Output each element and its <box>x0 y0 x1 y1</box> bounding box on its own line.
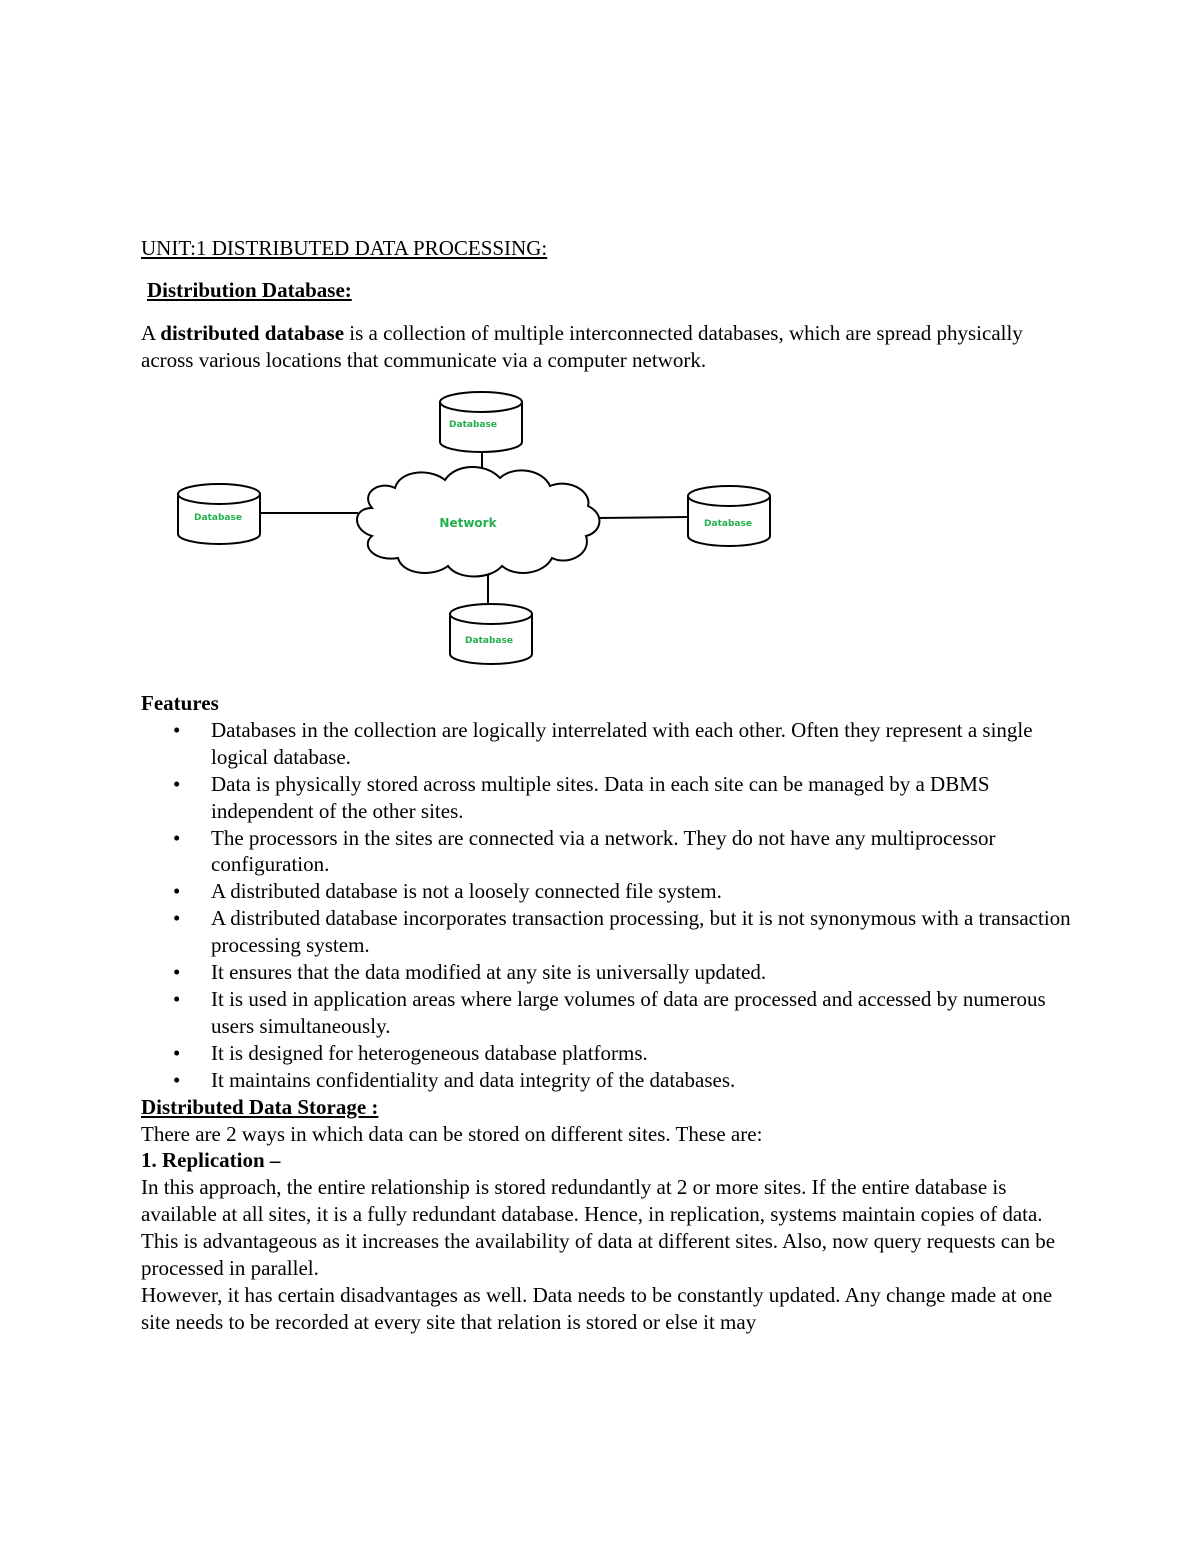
database-label-left: Database <box>194 513 242 523</box>
unit-title: UNIT:1 DISTRIBUTED DATA PROCESSING: <box>141 236 548 260</box>
replication-title: 1. Replication – <box>141 1148 281 1173</box>
intro-paragraph <box>141 320 1071 374</box>
intro-rest: is a collection of multiple interconnected databases, which are spread physically across various locations that communicate via a computer network. <box>141 321 1023 372</box>
intro-prefix: A <box>141 321 161 345</box>
feature-item: • The processors in the sites are connected via a network. They do not have any multiprocessor configuration. <box>141 825 1081 879</box>
feature-item: • A distributed database incorporates transaction processing, but it is not synonymous with a transaction processing system. <box>141 905 1081 959</box>
replication-paragraph: In this approach, the entire relationship is stored redundantly at 2 or more sites. If the entire database is available at all sites, it is a fully redundant database. Hence, in replication, systems maintain copies of data. <box>141 1175 1043 1227</box>
intro-bold-term: distributed database <box>160 321 345 345</box>
section-title: Distribution Database: <box>147 278 352 302</box>
body-text <box>141 690 1081 1336</box>
features-list <box>141 717 1081 1094</box>
feature-item: • It is designed for heterogeneous database platforms. <box>141 1040 1081 1067</box>
feature-item: • Databases in the collection are logically interrelated with each other. Often they represent a single logical database. <box>141 717 1081 771</box>
network-label: Network <box>439 516 497 530</box>
replication-paragraph: This is advantageous as it increases the availability of data at different sites. Also, now query requests can be processed in parallel. <box>141 1229 1056 1281</box>
connector-right <box>596 517 688 518</box>
storage-title: Distributed Data Storage : <box>141 1094 379 1119</box>
feature-item: • Data is physically stored across multiple sites. Data in each site can be managed by a DBMS independent of the other sites. <box>141 771 1081 825</box>
feature-item: • It maintains confidentiality and data integrity of the databases. <box>141 1067 1081 1094</box>
database-label-bottom: Database <box>465 636 513 646</box>
feature-item: • It ensures that the data modified at any site is universally updated. <box>141 959 1081 986</box>
feature-item: • It is used in application areas where large volumes of data are processed and accessed by numerous users simultaneously. <box>141 986 1081 1040</box>
storage-intro: There are 2 ways in which data can be stored on different sites. These are: <box>141 1121 763 1146</box>
database-label-top: Database <box>449 420 497 430</box>
features-title: Features <box>141 691 219 715</box>
replication-paragraph: However, it has certain disadvantages as well. Data needs to be constantly updated. Any change made at one site needs to be recorded at every site that relation is stored or else it may <box>141 1282 1053 1334</box>
database-label-right: Database <box>704 519 752 529</box>
network-diagram <box>160 380 800 680</box>
feature-item: • A distributed database is not a loosely connected file system. <box>141 878 1081 905</box>
